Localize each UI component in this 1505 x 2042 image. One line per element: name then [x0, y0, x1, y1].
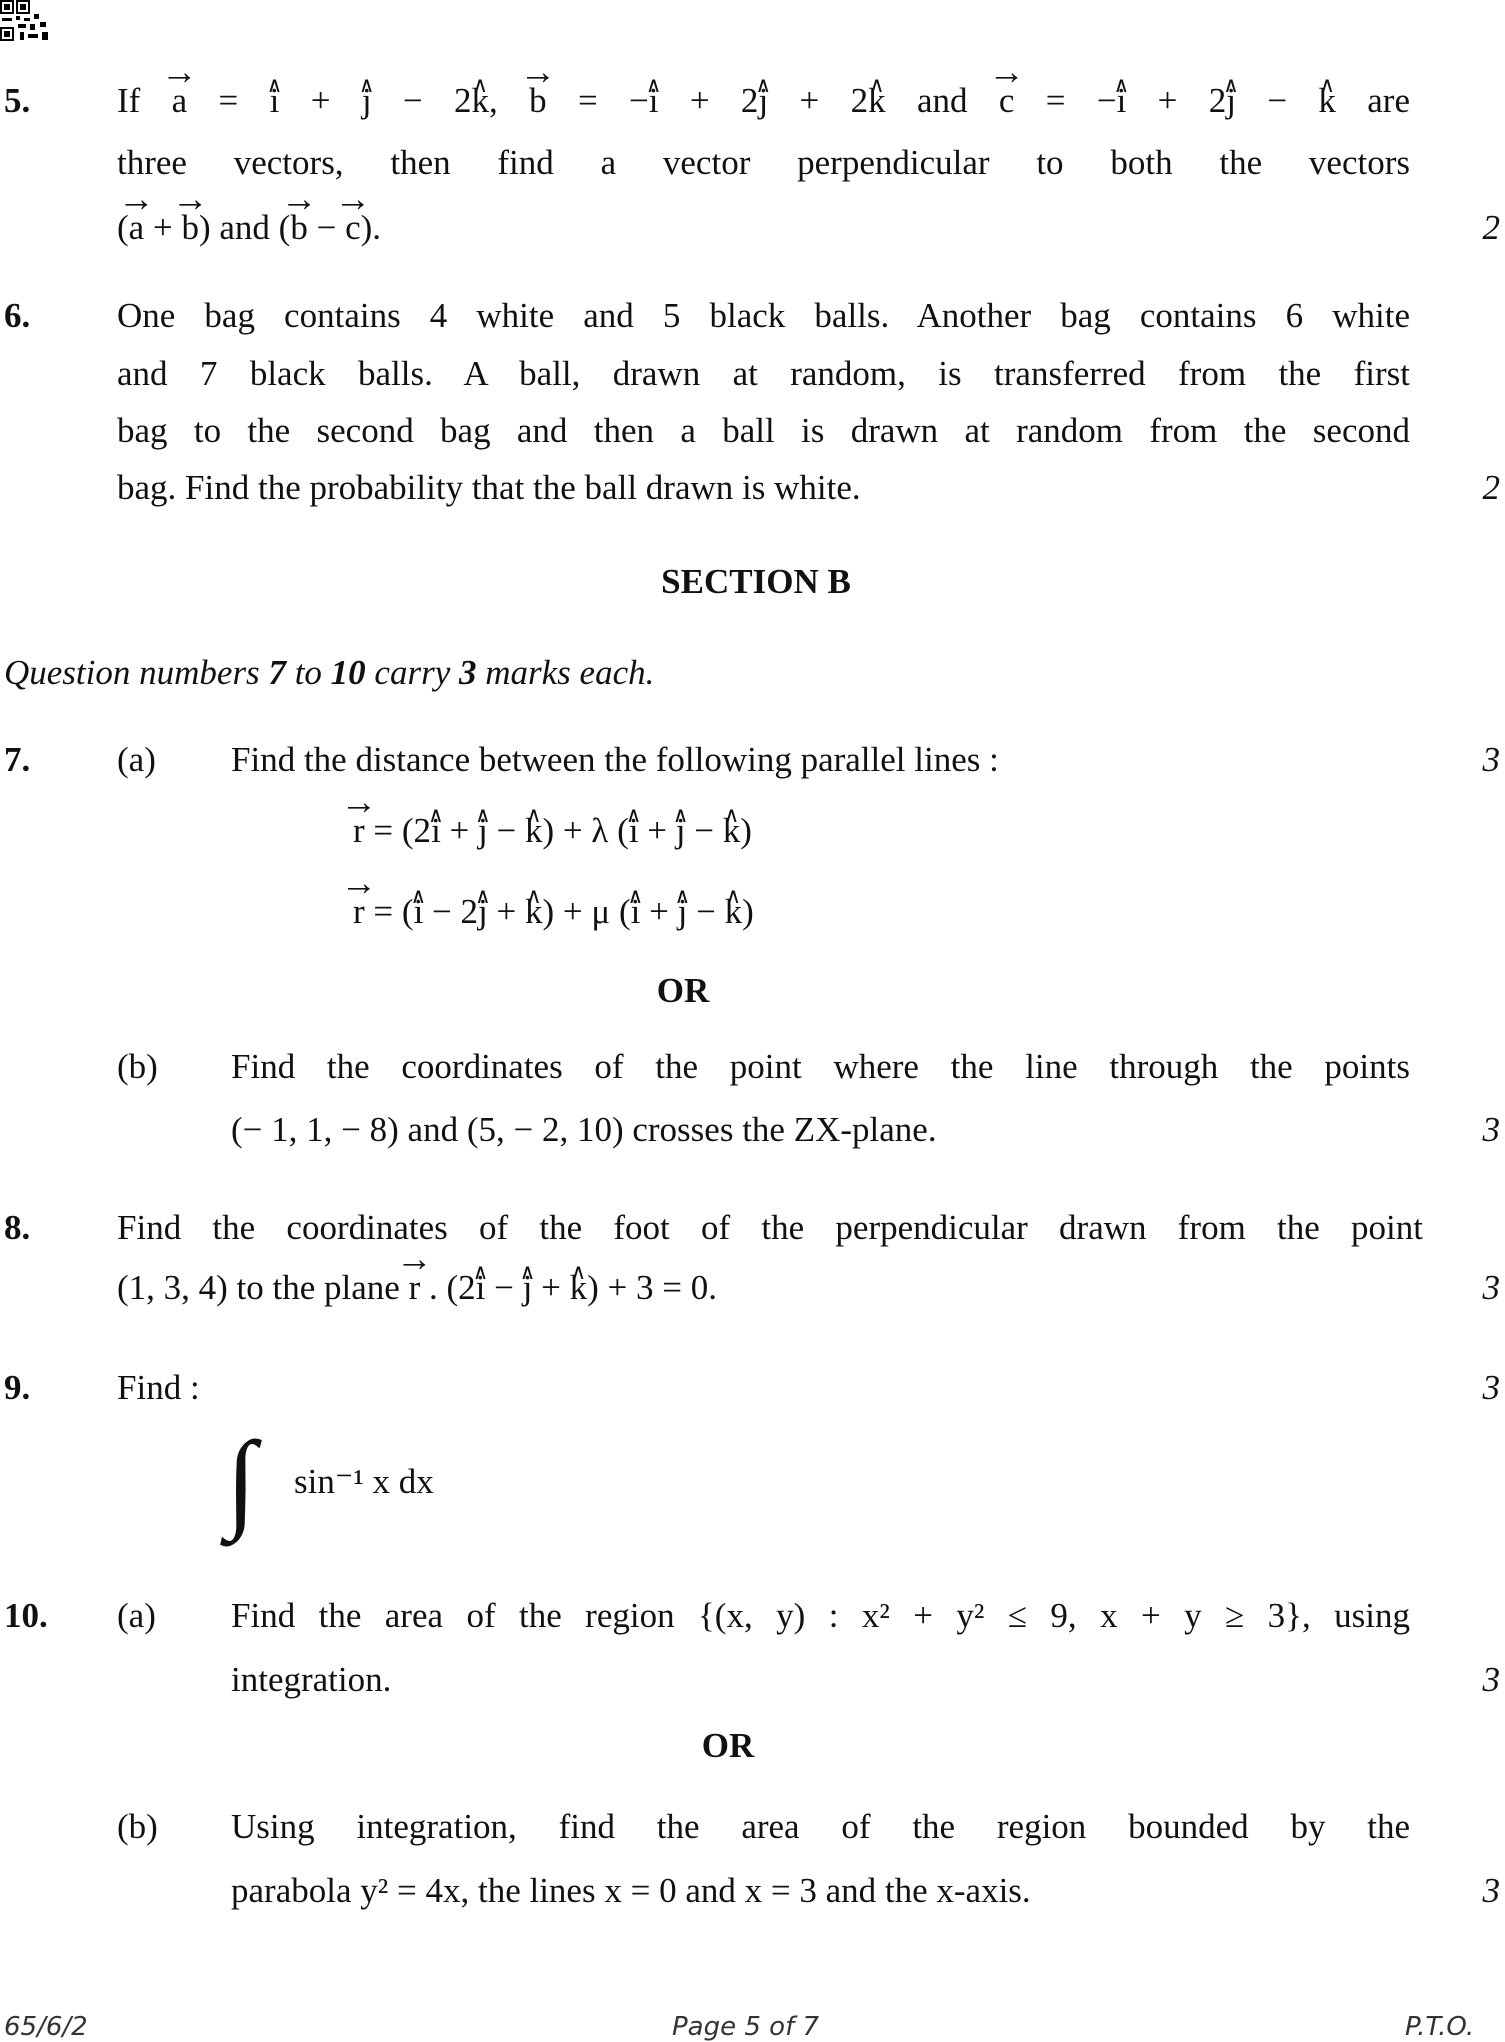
unit-vector-symbol: ∧ j — [478, 892, 488, 932]
question-number: 7. — [4, 740, 31, 779]
unit-vector-symbol: ∧ k — [725, 892, 743, 932]
section-instruction — [4, 653, 654, 693]
question-text: Using integration, find the area of the region bounded by the — [231, 1807, 1410, 1846]
question-text: parabola y² = 4x, the lines x = 0 and x = 3 and the x-axis. — [231, 1871, 1031, 1910]
question-number: 5. — [4, 81, 31, 120]
vector-symbol: → c — [345, 208, 361, 248]
instruction-text: marks each. — [476, 653, 655, 692]
instruction-text: carry — [365, 653, 459, 692]
unit-vector-symbol: ∧ k — [471, 81, 489, 121]
instruction-number: 3 — [458, 653, 477, 692]
paper-code: 65/6/2 — [4, 2012, 88, 2042]
vector-symbol: → b — [181, 208, 199, 248]
question-text: Find the coordinates of the foot of the perpendicular drawn from the point — [117, 1208, 1423, 1247]
question-text: bag to the second bag and then a ball is drawn at random from the second — [117, 411, 1410, 450]
question-text: Find the distance between the following parallel lines : — [231, 740, 999, 779]
unit-vector-symbol: ∧ k — [1318, 81, 1336, 121]
marks: 2 — [1482, 208, 1500, 247]
question-text: (→ a + → b) and (→ b − → c). — [117, 208, 381, 248]
vector-symbol: → a — [172, 81, 188, 121]
question-text: (− 1, 1, − 8) and (5, − 2, 10) crosses the ZX-plane. — [231, 1110, 937, 1149]
pto-note: P.T.O. — [1405, 2012, 1475, 2042]
section-heading: SECTION B — [661, 562, 851, 601]
vector-symbol: → r — [409, 1268, 421, 1308]
qr-code-icon — [0, 0, 52, 42]
unit-vector-symbol: ∧ i — [431, 811, 441, 851]
question-number: 10. — [4, 1596, 48, 1635]
marks: 3 — [1482, 1871, 1500, 1910]
question-text: Find : — [117, 1368, 200, 1407]
unit-vector-symbol: ∧ i — [1117, 81, 1127, 121]
unit-vector-symbol: ∧ i — [629, 811, 639, 851]
unit-vector-symbol: ∧ j — [362, 81, 372, 121]
marks: 3 — [1482, 1660, 1500, 1699]
question-text: integration. — [231, 1660, 392, 1699]
instruction-text: to — [285, 653, 331, 692]
or-divider: OR — [701, 1726, 755, 1765]
unit-vector-symbol: ∧ k — [868, 81, 886, 121]
marks: 3 — [1482, 1368, 1500, 1407]
question-number: 8. — [4, 1208, 31, 1247]
vector-symbol: → a — [129, 208, 145, 248]
unit-vector-symbol: ∧ j — [478, 811, 488, 851]
marks: 3 — [1482, 740, 1500, 779]
question-text: If → a = ∧ i + ∧ j − 2∧ k, → b = −∧ i + 2∧ j + 2∧ k and → c = −∧ i + 2∧ j − ∧ k are — [117, 81, 1410, 121]
unit-vector-symbol: ∧ j — [1226, 81, 1236, 121]
marks: 3 — [1482, 1110, 1500, 1149]
unit-vector-symbol: ∧ k — [723, 811, 741, 851]
unit-vector-symbol: ∧ i — [414, 892, 424, 932]
question-text: (1, 3, 4) to the plane → r . (2∧ i − ∧ j + ∧ k) + 3 = 0. — [117, 1268, 717, 1308]
equation: → r = (∧ i − 2∧ j + ∧ k) + μ (∧ i + ∧ j − ∧ k) — [353, 892, 754, 932]
question-text: bag. Find the probability that the ball drawn is white. — [117, 468, 861, 507]
vector-symbol: → b — [290, 208, 308, 248]
part-label: (a) — [117, 740, 156, 779]
unit-vector-symbol: ∧ j — [676, 811, 686, 851]
question-text: and 7 black balls. A ball, drawn at random, is transferred from the first — [117, 354, 1410, 393]
integral-sign: ∫ — [226, 1419, 257, 1541]
unit-vector-symbol: ∧ i — [476, 1268, 486, 1308]
marks: 3 — [1482, 1268, 1500, 1307]
question-number: 9. — [4, 1368, 31, 1407]
question-text: three vectors, then find a vector perpendicular to both the vectors — [117, 143, 1410, 182]
unit-vector-symbol: ∧ k — [570, 1268, 588, 1308]
integrand: sin⁻¹ x dx — [294, 1462, 434, 1501]
unit-vector-symbol: ∧ j — [678, 892, 688, 932]
vector-symbol: → b — [529, 81, 547, 121]
question-text: Find the area of the region {(x, y) : x² + y² ≤ 9, x + y ≥ 3}, using — [231, 1596, 1410, 1635]
question-number: 6. — [4, 296, 31, 335]
part-label: (b) — [117, 1047, 158, 1086]
vector-symbol: → c — [999, 81, 1015, 121]
unit-vector-symbol: ∧ k — [525, 811, 543, 851]
instruction-number: 10 — [330, 653, 366, 692]
question-text: One bag contains 4 white and 5 black balls. Another bag contains 6 white — [117, 296, 1410, 335]
unit-vector-symbol: ∧ j — [758, 81, 768, 121]
part-label: (a) — [117, 1596, 156, 1635]
part-label: (b) — [117, 1807, 158, 1846]
unit-vector-symbol: ∧ j — [523, 1268, 533, 1308]
or-divider: OR — [656, 971, 710, 1010]
unit-vector-symbol: ∧ i — [270, 81, 280, 121]
vector-symbol: → r — [353, 811, 365, 851]
unit-vector-symbol: ∧ i — [631, 892, 641, 932]
instruction-number: 7 — [268, 653, 286, 692]
marks: 2 — [1482, 468, 1500, 507]
question-text: Find the coordinates of the point where the line through the points — [231, 1047, 1410, 1086]
vector-symbol: → r — [353, 892, 365, 932]
instruction-text: Question numbers — [4, 653, 269, 692]
page-number: Page 5 of 7 — [672, 2012, 820, 2042]
unit-vector-symbol: ∧ k — [525, 892, 543, 932]
unit-vector-symbol: ∧ i — [649, 81, 659, 121]
equation: → r = (2∧ i + ∧ j − ∧ k) + λ (∧ i + ∧ j − ∧ k) — [353, 811, 752, 851]
